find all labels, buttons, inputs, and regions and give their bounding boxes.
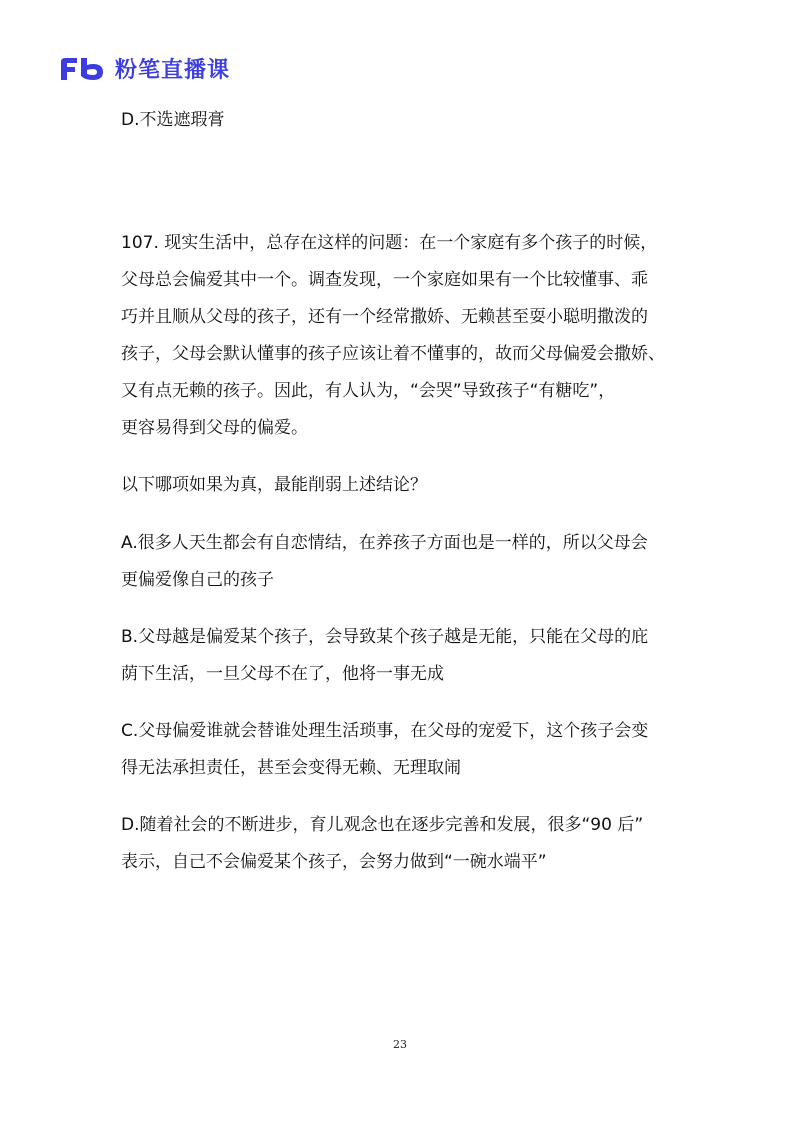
- option-a-line: 更偏爱像自己的孩子: [121, 570, 274, 590]
- answer-option-d-prev: D.不选遮瑕膏: [121, 110, 225, 130]
- question-stem-line: 孩子，父母会默认懂事的孩子应该让着不懂事的，故而父母偏爱会撒娇、: [121, 344, 665, 364]
- option-d-line: D.随着社会的不断进步，育儿观念也在逐步完善和发展，很多“90 后”: [121, 815, 644, 835]
- option-c-line: 得无法承担责任，甚至会变得无赖、无理取闹: [121, 758, 461, 778]
- question-stem-line: 107. 现实生活中，总存在这样的问题：在一个家庭有多个孩子的时候，: [121, 233, 658, 253]
- fenbi-logo-icon: [59, 56, 109, 82]
- brand-name: 粉笔直播课: [115, 58, 231, 83]
- question-prompt: 以下哪项如果为真，最能削弱上述结论？: [121, 475, 427, 495]
- question-stem-line: 巧并且顺从父母的孩子，还有一个经常撒娇、无赖甚至耍小聪明撒泼的: [121, 307, 648, 327]
- option-b-line: B.父母越是偏爱某个孩子，会导致某个孩子越是无能，只能在父母的庇: [121, 627, 649, 647]
- page-number: 23: [393, 1038, 407, 1051]
- option-c-line: C.父母偏爱谁就会替谁处理生活琐事，在父母的宠爱下，这个孩子会变: [121, 721, 649, 741]
- option-a-line: A.很多人天生都会有自恋情结，在养孩子方面也是一样的，所以父母会: [121, 533, 648, 553]
- brand-header: [59, 53, 230, 84]
- question-stem-line: 又有点无赖的孩子。因此，有人认为，“会哭”导致孩子“有糖吃”，: [121, 381, 616, 401]
- question-stem-line: 更容易得到父母的偏爱。: [121, 418, 308, 438]
- option-b-line: 荫下生活，一旦父母不在了，他将一事无成: [121, 664, 444, 684]
- option-d-line: 表示，自己不会偏爱某个孩子，会努力做到“一碗水端平”: [121, 852, 547, 872]
- question-stem-line: 父母总会偏爱其中一个。调查发现，一个家庭如果有一个比较懂事、乖: [121, 270, 648, 290]
